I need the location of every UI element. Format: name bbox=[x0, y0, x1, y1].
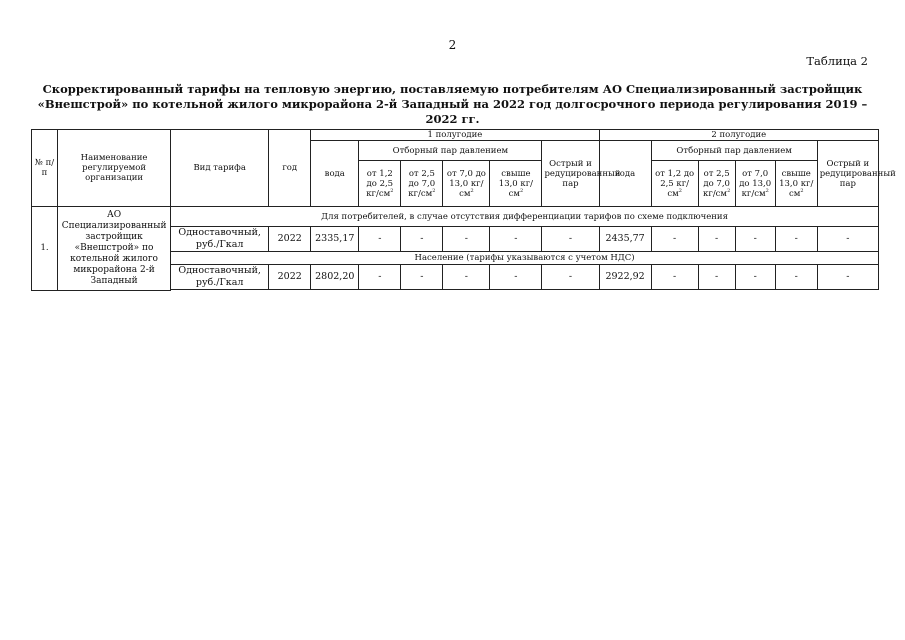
header-tariff-type: Вид тарифа bbox=[171, 130, 269, 207]
row-num: 1. bbox=[32, 207, 58, 291]
dash-cell: - bbox=[651, 227, 698, 252]
h2-water-cell: 2922,92 bbox=[599, 265, 651, 290]
h2-water-cell: 2435,77 bbox=[599, 227, 651, 252]
dash-cell: - bbox=[542, 265, 599, 290]
dash-cell: - bbox=[401, 227, 443, 252]
header-half-1: 1 полугодие bbox=[311, 130, 599, 141]
header-steam-h1: Отборный пар давлением bbox=[359, 141, 542, 161]
section-label: Для потребителей, в случае отсутствия дифференциации тарифов по схеме подключения bbox=[171, 207, 879, 227]
h1-water-cell: 2335,17 bbox=[311, 227, 359, 252]
header-sharp-steam-h1: Острый и редуцированный пар bbox=[542, 141, 599, 207]
header-steam-col: от 2,5 до 7,0 $кг/см^2$ bbox=[401, 161, 443, 207]
tariff-type-cell: Одноставочный, руб./Гкал bbox=[171, 227, 269, 252]
dash-cell: - bbox=[775, 227, 817, 252]
header-water-h1: вода bbox=[311, 141, 359, 207]
header-steam-col: от 7,0 до 13,0 $кг/см^2$ bbox=[735, 161, 775, 207]
dash-cell: - bbox=[651, 265, 698, 290]
dash-cell: - bbox=[490, 265, 542, 290]
section-label: Население (тарифы указываются с учетом НДС) bbox=[171, 252, 879, 265]
dash-cell: - bbox=[490, 227, 542, 252]
header-num: № п/п bbox=[32, 130, 58, 207]
dash-cell: - bbox=[359, 227, 401, 252]
dash-cell: - bbox=[542, 227, 599, 252]
header-sharp-steam-h2: Острый и редуцированный пар bbox=[817, 141, 878, 207]
header-steam-col: от 1,2 до 2,5 $кг/см^2$ bbox=[651, 161, 698, 207]
dash-cell: - bbox=[698, 265, 735, 290]
document-title: Скорректированный тарифы на тепловую энергию, поставляемую потребителям АО Специализированный застройщик «Внешстрой» по котельной жилого микрорайона 2-й Западный на 2022 год долгосрочного периода регулирования 2019 – 2022 гг. bbox=[37, 82, 868, 126]
tariff-type-cell: Одноставочный, руб./Гкал bbox=[171, 265, 269, 290]
year-cell: 2022 bbox=[269, 265, 311, 290]
header-steam-col: от 7,0 до 13,0 $кг/см^2$ bbox=[443, 161, 490, 207]
org-name: АО Специализированный застройщик «Внешстрой» по котельной жилого микрорайона 2-й Западный bbox=[58, 207, 171, 291]
dash-cell: - bbox=[817, 265, 878, 290]
header-steam-col: свыше 13,0 $кг/см^2$ bbox=[775, 161, 817, 207]
header-steam-col: от 1,2 до 2,5 $кг/см^2$ bbox=[359, 161, 401, 207]
header-year: год bbox=[269, 130, 311, 207]
dash-cell: - bbox=[775, 265, 817, 290]
header-steam-h2: Отборный пар давлением bbox=[651, 141, 817, 161]
dash-cell: - bbox=[359, 265, 401, 290]
dash-cell: - bbox=[443, 227, 490, 252]
h1-water-cell: 2802,20 bbox=[311, 265, 359, 290]
dash-cell: - bbox=[817, 227, 878, 252]
tariff-table bbox=[31, 129, 896, 291]
header-water-h2: вода bbox=[599, 141, 651, 207]
year-cell: 2022 bbox=[269, 227, 311, 252]
dash-cell: - bbox=[698, 227, 735, 252]
table-label: Таблица 2 bbox=[806, 54, 868, 68]
page-number: 2 bbox=[448, 38, 457, 52]
header-half-2: 2 полугодие bbox=[599, 130, 878, 141]
header-org-name: Наименование регулируемой организации bbox=[58, 130, 171, 207]
dash-cell: - bbox=[401, 265, 443, 290]
header-steam-col: от 2,5 до 7,0 $кг/см^2$ bbox=[698, 161, 735, 207]
header-steam-col: свыше 13,0 $кг/см^2$ bbox=[490, 161, 542, 207]
dash-cell: - bbox=[443, 265, 490, 290]
dash-cell: - bbox=[735, 227, 775, 252]
dash-cell: - bbox=[735, 265, 775, 290]
